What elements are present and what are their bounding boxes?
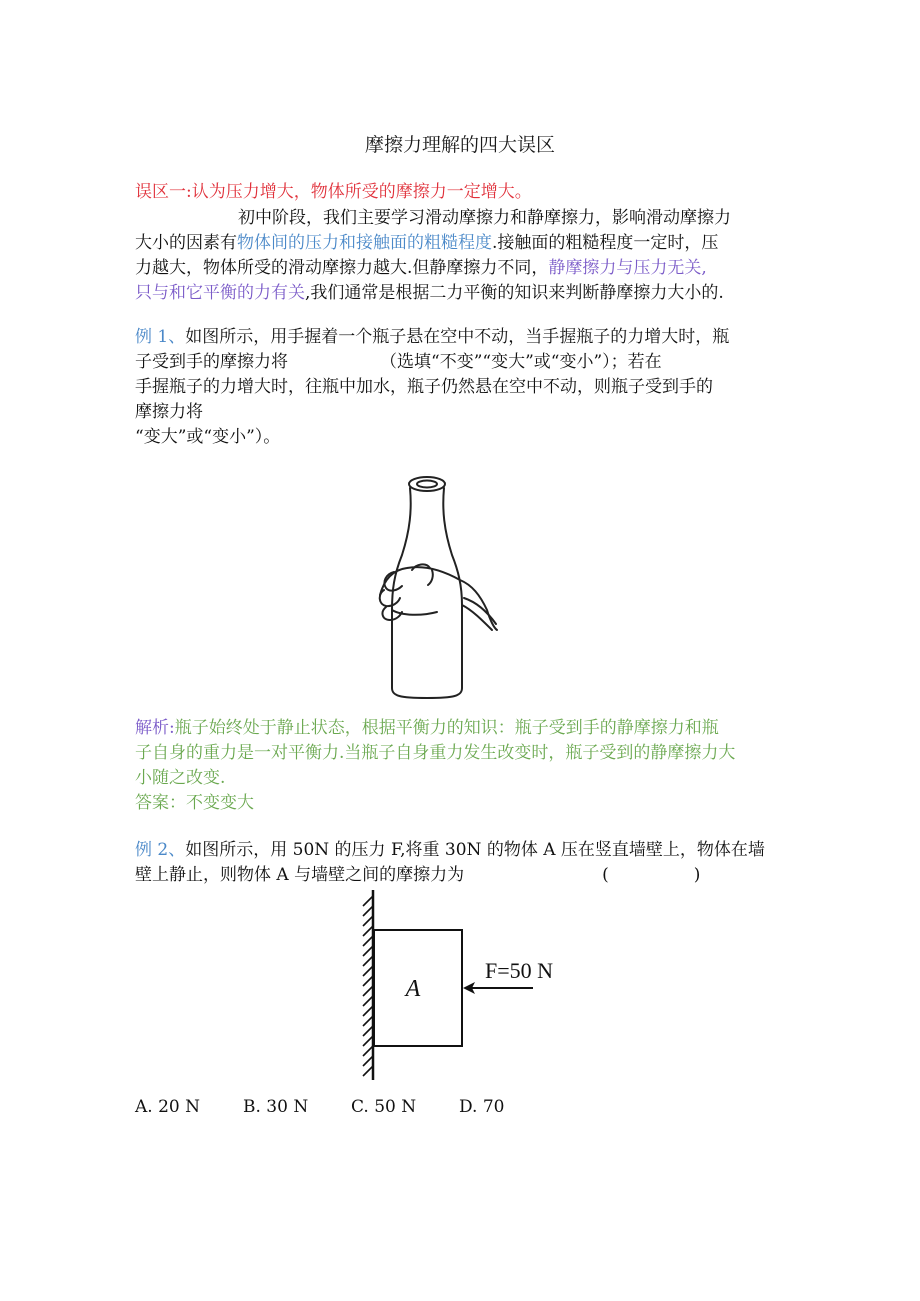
answer-line: 答案：不变变大 [135,793,254,813]
answer-parenthesis: ( ) [602,865,701,885]
options-row [135,1095,795,1120]
analysis-text: 瓶子始终处于静止状态，根据平衡力的知识：瓶子受到手的静摩擦力和瓶 [174,718,719,738]
example1-line1 [135,325,795,350]
example1-line2 [135,350,795,375]
option-b: B. 30 N [243,1097,309,1117]
example1-line3: 手握瓶子的力增大时，往瓶中加水，瓶子仍然悬在空中不动，则瓶子受到手的 [135,377,713,397]
analysis-line3: 小随之改变. [135,768,226,788]
option-d: D. 70 [459,1097,505,1117]
section1-para-line3 [135,256,795,281]
bottle-in-hand-figure [372,470,502,705]
block-label: A [405,976,421,1002]
example1-line4: 摩擦力将 [135,402,203,422]
text-span: 初中阶段，我们主要学习滑动摩擦力和静摩擦力，影响滑动摩擦力 [238,208,731,228]
example-label: 例 1、 [135,327,186,347]
text-span: 如图所示，用手握着一个瓶子悬在空中不动，当手握瓶子的力增大时，瓶 [185,327,730,347]
section1-para-line4 [135,281,795,306]
wall-block-figure [355,888,585,1083]
text-span: 壁上静止，则物体 A 与墙壁之间的摩擦力为 [135,865,465,885]
text-span: 大小的因素有 [135,233,237,253]
analysis-line2: 子自身的重力是一对平衡力.当瓶子自身重力发生改变时，瓶子受到的静摩擦力大 [135,743,736,763]
highlight-text: 物体间的压力和接触面的粗糙程度 [237,233,492,253]
option-c: C. 50 N [351,1097,417,1117]
section1-heading: 误区一:认为压力增大，物体所受的摩擦力一定增大。 [135,182,532,202]
force-label: F=50 N [485,958,554,983]
hand-top [380,567,497,630]
bottle-left-edge [392,488,411,610]
bottle-right-edge [443,488,462,605]
example-label: 例 2、 [135,840,186,860]
section1-para-line2 [135,231,795,256]
section1-para-line1 [238,206,898,231]
text-span: 力越大，物体所受的滑动摩擦力越大.但静摩擦力不同， [135,258,549,278]
text-span: .接触面的粗糙程度一定时，压 [492,233,719,253]
option-a: A. 20 N [135,1097,200,1117]
highlight-text: 只与和它平衡的力有关 [135,283,305,303]
analysis-label: 解析: [135,718,175,738]
text-span: 如图所示，用 50N 的压力 F,将重 30N 的物体 A 压在竖直墙壁上，物体在墙 [185,840,765,860]
wall-hatching [363,896,373,1076]
example1-line5: “变大”或“变小”）。 [135,427,281,447]
text-span: （选填“不变”“变大”或“变小”）；若在 [380,352,662,372]
analysis-line1 [135,716,795,741]
highlight-text: 静摩擦力与压力无关, [548,258,707,278]
example2-line2 [135,863,795,888]
example2-line1 [135,838,795,863]
text-span: 子受到手的摩擦力将 [135,352,288,372]
text-span: ,我们通常是根据二力平衡的知识来判断静摩擦力大小的. [305,283,724,303]
page-title: 摩擦力理解的四大误区 [364,134,555,156]
bottle-mouth [409,477,445,491]
